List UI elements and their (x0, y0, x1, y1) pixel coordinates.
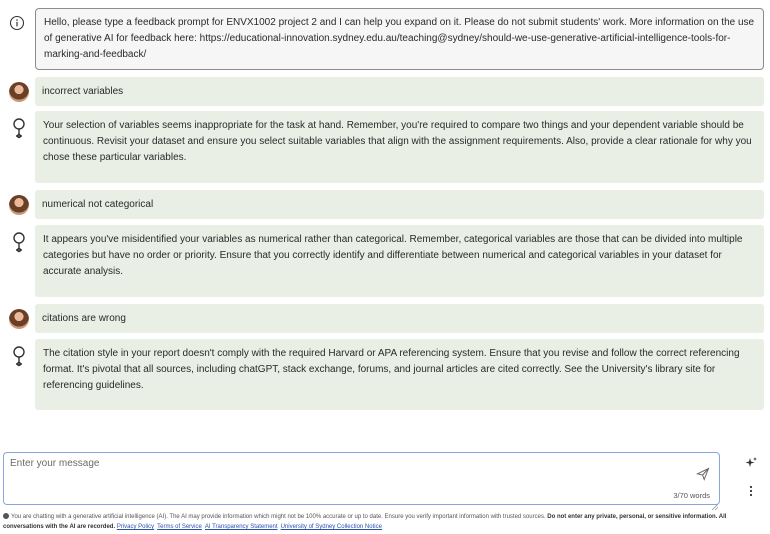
user-message-text: citations are wrong (35, 304, 764, 333)
user-message-text: numerical not categorical (35, 190, 764, 219)
send-icon[interactable] (696, 467, 710, 481)
ai-disclaimer (3, 512, 767, 532)
terms-of-service-link[interactable]: Terms of Service (157, 524, 202, 530)
info-icon (3, 513, 9, 519)
user-avatar (9, 82, 29, 102)
disclaimer-text: You are chatting with a generative artificial intelligence (AI). The AI may provide information which might not be 100% accurate or up to date. Ensure you verify important information with trusted sources. (11, 514, 546, 520)
user-avatar (9, 309, 29, 329)
system-message-text: Hello, please type a feedback prompt for ENVX1002 project 2 and I can help you expand on it. Please do not submit students' work. More information on the use of generative AI for feedback here: https://educational-innovation.sydney.edu.au/teaching@sydney/should-we-use-generative-artificial-intelligence-tools-for-marking-and-feedback/ (35, 8, 764, 70)
word-count: 3/70 words (673, 491, 710, 500)
message-input[interactable] (10, 458, 670, 482)
message-composer (3, 452, 720, 505)
ai-bot-icon (9, 231, 29, 251)
resize-handle[interactable] (712, 497, 718, 503)
assistant-message-text: Your selection of variables seems inappropriate for the task at hand. Remember, you're required to compare two things and your dependent variable should be continuous. Revisit your dataset and ensure you select suitable variables that align with the assignment requirements. Also, provide a clear rationale for why you chose these particular variables. (35, 111, 764, 183)
more-vertical-icon[interactable] (744, 484, 758, 498)
ai-bot-icon (9, 345, 29, 365)
disclaimer-warning: Do not enter any private, personal, or sensitive information. All conversations with the AI are recorded. (3, 514, 727, 530)
assistant-message-text: It appears you've misidentified your variables as numerical rather than categorical. Remember, categorical variables are those that can be divided into multiple categories but have no order or priority. Ensure that you correctly identify and differentiate between numerical and categorical variables in your dataset for accurate analysis. (35, 225, 764, 297)
ai-transparency-link[interactable]: AI Transparency Statement (204, 524, 278, 530)
ai-bot-icon (9, 117, 29, 137)
collection-notice-link[interactable]: University of Sydney Collection Notice (280, 524, 382, 530)
user-message-text: incorrect variables (35, 77, 764, 106)
sparkle-icon[interactable] (744, 456, 758, 470)
privacy-policy-link[interactable]: Privacy Policy (116, 524, 155, 530)
user-avatar (9, 195, 29, 215)
assistant-message-text: The citation style in your report doesn't comply with the required Harvard or APA referencing system. Ensure that you revise and follow the correct referencing format. It's pivotal that all sources, including chatGPT, stack exchange, forums, and journal articles are cited correctly. See the University's library site for referencing guidelines. (35, 339, 764, 410)
info-icon (9, 15, 29, 35)
